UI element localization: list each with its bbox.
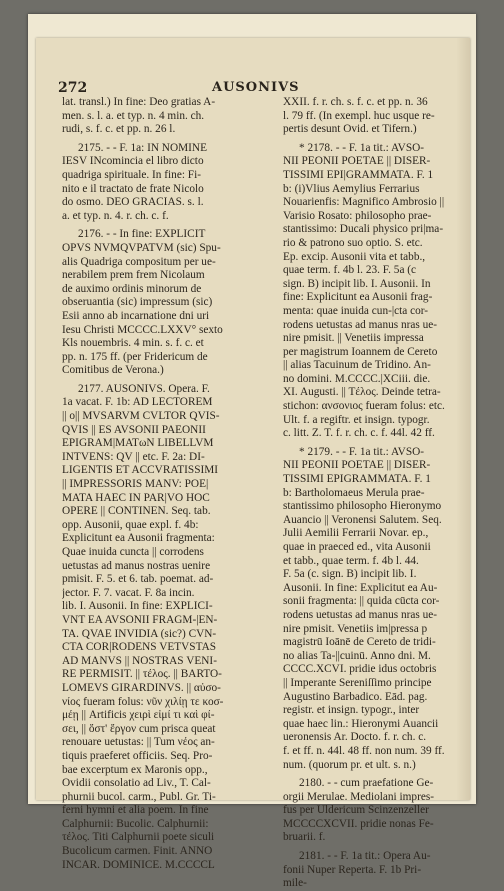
text-line: νίος fueram folus: νῦν χιλίῃ τε κοσ- <box>62 695 224 708</box>
text-line: bae excerptum ex Maronis opp., <box>62 763 208 776</box>
text-line: menta: quae inuida cun-|cta cor- <box>283 304 429 317</box>
text-line: σει, || ὅστ' ἔργον cum prisca queat <box>62 722 216 735</box>
text-line: INTVENS: QV || etc. F. 2a: DI- <box>62 450 205 463</box>
text-line: TISSIMI EPI|GRAMMATA. F. 1 <box>283 168 434 181</box>
text-line: no domini. M.CCCC.|XCiii. die. <box>283 372 431 385</box>
text-line: b: (i)Vlius Aemylius Ferrarius <box>283 182 420 195</box>
text-line: * 2178. - - F. 1a tit.: AVSO- <box>299 141 425 154</box>
text-line: sonii fragmenta: || quida cūcta cor- <box>283 595 440 608</box>
text-line: Calphurnii: Bucolic. Calphurnii: <box>62 817 209 830</box>
text-line: 1a vacat. F. 1b: AD LECTOREM <box>62 396 213 409</box>
text-line: ferni hymni et alia poem. In fine <box>62 804 209 817</box>
text-line: CCCC.XCVI. pridie idus octobris <box>283 663 437 676</box>
text-line: l. 79 ff. (In exempl. huc usque re- <box>283 109 435 122</box>
text-line: Kls nouembris. 4 min. s. f. c. et <box>62 337 204 350</box>
text-line: Julii Aemilii Ferrarii Novar. ep., <box>283 527 429 540</box>
text-line: μέῃ || Artificis χειρὶ εἰμί τι καὶ φί- <box>62 709 215 722</box>
text-line: men. s. l. a. et typ. n. 4 min. ch. <box>62 109 205 122</box>
text-line: 2175. - - F. 1a: IN NOMINE <box>78 141 207 154</box>
text-line: rudi, s. f. c. et pp. n. 26 l. <box>62 123 176 136</box>
text-line: stichon: ανσονιος fueram folus: etc. <box>283 400 445 413</box>
text-line: NII PEONII POETAE || DISER- <box>283 459 431 472</box>
text-line: orgii Merulae. Mediolani impres- <box>283 790 435 803</box>
text-line: mile- <box>283 877 307 890</box>
text-line: magistrū Ioānē de Cereto de tridi- <box>283 636 436 649</box>
text-line: lib. I. Ausonii. In fine: EXPLICI- <box>62 600 213 613</box>
text-line: MATA HAEC IN PAR|VO HOC <box>62 491 210 504</box>
page-number: 272 <box>58 80 88 96</box>
text-line: 2176. - - In fine: EXPLICIT <box>78 228 206 241</box>
text-line: jector. F. 7. vacat. F. 8a incin. <box>62 586 195 599</box>
text-line: TISSIMI EPIGRAMMATA. F. 1 <box>283 473 431 486</box>
text-line: Ovidii consolatio ad Liv., T. Cal- <box>62 777 211 790</box>
text-line: 2177. AUSONIVS. Opera. F. <box>78 382 210 395</box>
text-line: fonii Nuper Reperta. F. 1b Pri- <box>283 863 422 876</box>
text-line: rio & patrono suo optio. S. etc. <box>283 236 423 249</box>
text-line: Ausonii. In fine: Explicitut ea Au- <box>283 581 438 594</box>
text-line: EPIGRAM|MATωN LIBELLVM <box>62 437 214 450</box>
text-line: nire pmisit. || Venetiis impressa <box>283 332 424 345</box>
text-line: stantissimo philosopho Hieronymo <box>283 500 442 513</box>
text-line: renouare uetustas: || Tum νέος an- <box>62 736 215 749</box>
text-line: b: Bartholomaeus Merula prae- <box>283 486 425 499</box>
text-line: quae term. f. 4b l. 23. F. 5a (c <box>283 264 417 277</box>
text-line: CTA COR|RODENS VETVSTAS <box>62 641 217 654</box>
text-line: || Imperante Sereniſſimo principe <box>283 676 432 689</box>
text-line: Esii anno ab incarnatione dni uri <box>62 309 210 322</box>
text-line: num. (quorum pr. et ult. s. n.) <box>283 758 416 771</box>
text-line: Augustino Barbadico. Eād. pag. <box>283 690 428 703</box>
text-line: f. et ff. n. 44l. 48 ff. non num. 39 ff. <box>283 744 445 757</box>
text-line: sign. B) incipit lib. I. Ausonii. In <box>283 277 431 290</box>
text-line: τέλος. Titi Calphurnii poete siculi <box>62 831 215 844</box>
text-line: MCCCCXCVII. pridie nonas Fe- <box>283 817 434 830</box>
text-line: IESV INcomincia el libro dicto <box>62 155 204 168</box>
text-line: OPVS NVMQVPATVM (sic) Spu- <box>62 241 221 254</box>
text-line: Auancio || Veronensi Salutem. Seq. <box>283 513 442 526</box>
left-column <box>62 96 263 872</box>
text-line: ueronensis Ar. Docto. f. r. ch. c. <box>283 731 427 744</box>
text-line: 2180. - - cum praefatione Ge- <box>299 777 434 790</box>
text-line: F. 5a (c. sign. B) incipit lib. I. <box>283 568 417 581</box>
text-line: pmisit. F. 5. et 6. tab. poemat. ad- <box>62 573 214 586</box>
text-line: VNT EA AVSONII FRAGM-|EN- <box>62 613 218 626</box>
text-line: 2181. - - F. 1a tit.: Opera Au- <box>299 850 431 863</box>
text-line: phurnii bucol. carm., Publ. Gr. Ti- <box>62 790 216 803</box>
text-line: quae in praeced ed., vita Ausonii <box>283 541 431 553</box>
text-line: TA. QVAE INVIDIA (sic?) CVN- <box>62 627 217 640</box>
right-column <box>283 96 475 891</box>
text-line: fine: Explicitunt ea Ausonii frag- <box>283 291 433 304</box>
text-line: nerabilem prem frem Nicolaum <box>62 269 205 282</box>
text-line: rodens uetustas ad manus nras ue- <box>283 318 438 331</box>
text-line: bruarii. f. <box>283 831 326 844</box>
text-line: XXII. f. r. ch. s. f. c. et pp. n. 36 <box>283 96 428 108</box>
text-line: Iesu Christi MCCCC.LXXV° sexto <box>62 323 223 336</box>
text-line: || o|| MVSARVM CVLTOR QVIS- <box>62 410 220 423</box>
running-head: AUSONIVS <box>212 80 300 95</box>
text-line: * 2179. - - F. 1a tit.: AVSO- <box>299 445 425 458</box>
text-line: fus per Uldericum Scinzenzeller <box>283 804 429 817</box>
text-line: LIGENTIS ET ACCVRATISSIMI <box>62 464 219 477</box>
text-line: NII PEONII POETAE || DISER- <box>283 155 431 168</box>
text-line: tiquis praeferet officiis. Seq. Pro- <box>62 749 213 762</box>
text-line: registr. et insign. typogr., inter <box>283 704 420 717</box>
text-line: per magistrum Ioannem de Cereto <box>283 345 438 358</box>
text-line: || alias Tacuinum de Tridino. An- <box>283 359 431 372</box>
text-line: a. et typ. n. 4. r. ch. c. f. <box>62 209 169 222</box>
text-line: Ult. f. a regiftr. et insign. typogr. <box>283 413 430 426</box>
text-line: nito e il tractato de frate Nicolo <box>62 182 204 195</box>
text-line: de auximo ordinis minorum de <box>62 282 202 295</box>
text-line: quadriga spirituale. In fine: Fi- <box>62 168 201 181</box>
text-line: c. litt. Z. T. f. r. ch. c. f. 44l. 42 ff. <box>283 427 435 440</box>
text-line: quae haec lin.: Hieronymi Auancii <box>283 717 439 730</box>
text-line: Nouarienfis: Magnifico Ambrosio || <box>283 196 445 209</box>
text-line: alis Quadriga compositum per ue- <box>62 255 216 268</box>
text-line: do osmo. DEO GRACIAS. s. l. <box>62 196 204 209</box>
text-line: et tabb., quae term. f. 4b l. 44. <box>283 554 419 567</box>
text-line: OPERE || CONTINEN. Seq. tab. <box>62 505 211 518</box>
text-line: XI. Augusti. || Tέλος. Deinde tetra- <box>283 386 441 399</box>
text-line: pp. n. 175 ff. (per Fridericum de <box>62 350 208 363</box>
text-line: QVIS || ES AVSONII PAEONII <box>62 423 206 436</box>
text-line: INCAR. DOMINICE. M.CCCCL <box>62 858 215 871</box>
text-line: Ep. excip. Ausonii vita et tabb., <box>283 250 426 263</box>
text-line: || IMPRESSORIS MANV: POE| <box>62 478 209 491</box>
text-line: uetustas ad manus nostras uenire <box>62 559 211 572</box>
text-line: Varisio Rosato: philosopho prae- <box>283 209 432 222</box>
text-line: AD MANVS || NOSTRAS VENI- <box>62 654 217 667</box>
text-line: LOMEVS GIRARDINVS. || αὐσο- <box>62 681 221 694</box>
text-line: Quae inuida cuncta || corrodens <box>62 546 204 558</box>
text-line: no alias Ta-||cuinū. Anno dni. M. <box>283 649 431 662</box>
text-line: Explicitunt ea Ausonii fragmenta: <box>62 532 215 545</box>
text-line: Comitibus de Verona.) <box>62 364 164 377</box>
text-line: nire pmisit. Venetiis im|pressa p <box>283 622 428 635</box>
text-line: RE PERMISIT. || τέλος. || BARTO- <box>62 668 222 681</box>
text-line: opp. Ausonii, quae expl. f. 4b: <box>62 518 199 531</box>
text-line: rodens uetustas ad manus nras ue- <box>283 608 438 621</box>
text-line: obseruantia (sic) impressum (sic) <box>62 296 213 309</box>
text-line: stantissimo: Ducali physico pri|ma- <box>283 223 444 236</box>
text-line: Bucolicum carmen. Finit. ANNO <box>62 845 213 858</box>
text-line: pertis desunt Ovid. et Tifern.) <box>283 123 417 136</box>
text-line: lat. transl.) In fine: Deo gratias A- <box>62 96 216 108</box>
